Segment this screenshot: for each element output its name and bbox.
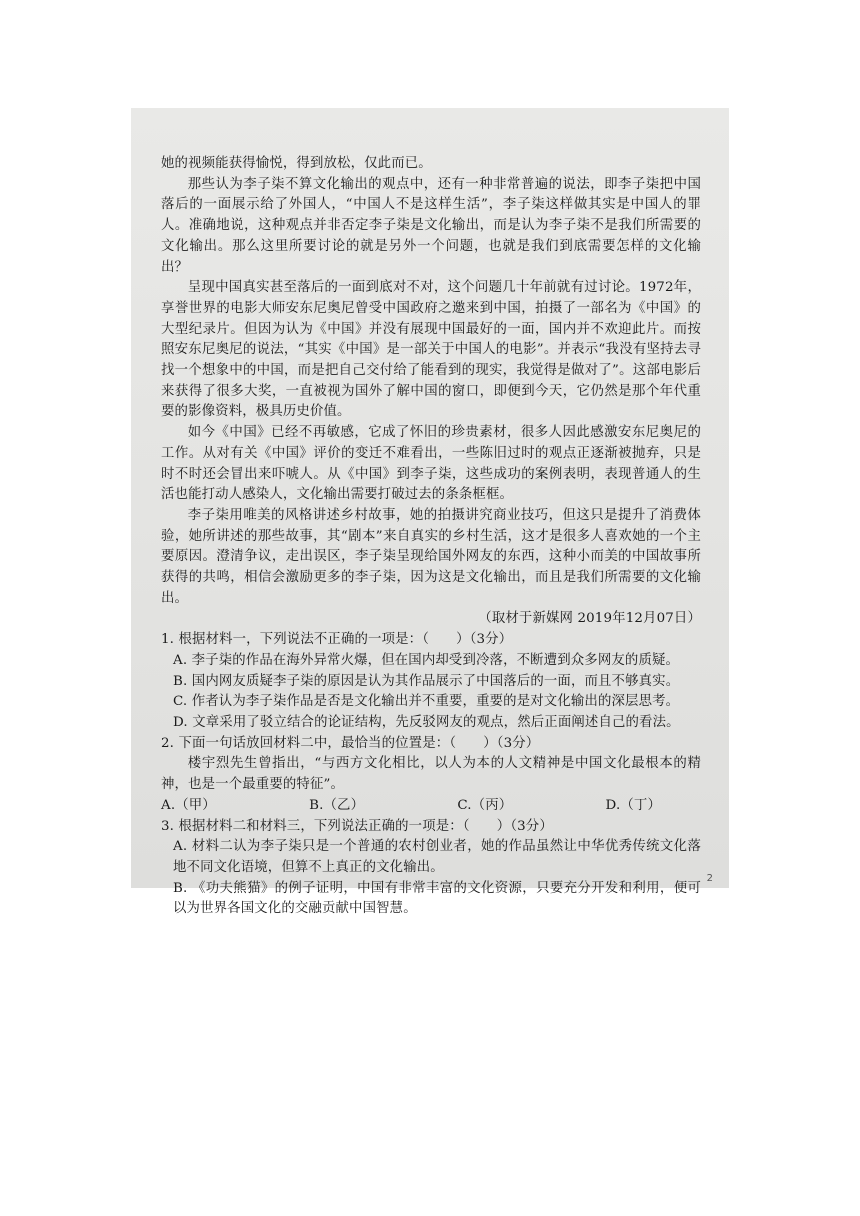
question-3-option-a: A. 材料二认为李子柒只是一个普通的农村创业者，她的作品虽然让中华优秀传统文化落地不同文化语境，但算不上真正的文化输出。	[173, 839, 701, 875]
question-3-option-b: B. 《功夫熊猫》的例子证明，中国有非常丰富的文化资源，只要充分开发和利用，便可以为世界各国文化的交融贡献中国智慧。	[173, 880, 701, 917]
paragraph-li-ziqi-style: 李子柒用唯美的风格讲述乡村故事，她的拍摄讲究商业技巧，但这只是提升了消费体验，她所讲述的那些故事，其“剧本”来自真实的乡村生活，这才是很多人喜欢她的一个主要原因。澄清争议，走出误区，李子柒呈现给国外网友的东西，这种小而美的中国故事所获得的共鸣，相信会激励更多的李子柒，因为这是文化输出，而且是我们所需要的文化输出。	[161, 507, 701, 606]
question-1-option-c: C. 作者认为李子柒作品是否是文化输出并不重要，重要的是对文化输出的深层思考。	[173, 694, 680, 710]
question-2-option-d: D.（丁）	[605, 797, 661, 813]
question-2-option-b: B.（乙）	[309, 797, 365, 813]
paragraph-cultural-export-debate: 那些认为李子柒不算文化输出的观点中，还有一种非常普遍的说法，即李子柒把中国落后的一面展示给了外国人，“中国人不是这样生活”，李子柒这样做其实是中国人的罪人。准确地说，这种观点并非否定李子柒是文化输出，而是认为李子柒不是我们所需要的文化输出。那么这里所要讨论的就是另外一个问题，也就是我们到底需要怎样的文化输出？	[161, 176, 701, 275]
question-2-options	[161, 796, 701, 817]
question-1-stem: 1. 根据材料一，下列说法不正确的一项是：（ ）（3分）	[161, 632, 513, 648]
page-number: 2	[706, 873, 713, 884]
paragraph-nostalgia: 如今《中国》已经不再敏感，它成了怀旧的珍贵素材，很多人因此感激安东尼奥尼的工作。从对有关《中国》评价的变迁不难看出，一些陈旧过时的观点正逐渐被抛弃，只是时不时还会冒出来吓唬人。从《中国》到李子柒，这些成功的案例表明，表现普通人的生活也能打动人感染人，文化输出需要打破过去的条条框框。	[161, 425, 701, 503]
question-1-option-a: A. 李子柒的作品在海外异常火爆，但在国内却受到冷落，不断遭到众多网友的质疑。	[173, 652, 680, 668]
article-text	[161, 154, 701, 920]
question-3-stem: 3. 根据材料二和材料三，下列说法正确的一项是：（ ）（3分）	[161, 818, 553, 834]
scanned-page	[131, 108, 729, 917]
question-2-quote: 楼宇烈先生曾指出，“与西方文化相比，以人为本的人文精神是中国文化最根本的精神，也是一个最重要的特征”。	[161, 756, 701, 793]
question-1-option-d: D. 文章采用了驳立结合的论证结构，先反驳网友的观点，然后正面阐述自己的看法。	[173, 714, 680, 730]
question-1-option-b: B. 国内网友质疑李子柒的原因是认为其作品展示了中国落后的一面，而且不够真实。	[173, 673, 680, 689]
question-2-stem: 2. 下面一句话放回材料二中，最恰当的位置是：（ ）（3分）	[161, 735, 540, 751]
question-2-option-a: A.（甲）	[161, 797, 216, 813]
paragraph-antonioni-china: 呈现中国真实甚至落后的一面到底对不对，这个问题几十年前就有过讨论。1972年，享誉世界的电影大师安东尼奥尼曾受中国政府之邀来到中国，拍摄了一部名为《中国》的大型纪录片。但因为认为《中国》并没有展现中国最好的一面，国内并不欢迎此片。而按照安东尼奥尼的说法，“其实《中国》是一部关于中国人的电影”。并表示“我没有坚持去寻找一个想象中的中国，而是把自己交付给了能看到的现实，我觉得是做对了”。这部电影后来获得了很多大奖，一直被视为国外了解中国的窗口，即便到今天，它仍然是那个年代重要的影像资料，极具历史价值。	[161, 280, 701, 420]
source-citation: （取材于新媒网 2019年12月07日）	[478, 611, 701, 627]
question-2-option-c: C.（丙）	[457, 797, 513, 813]
paragraph-continuation: 她的视频能获得愉悦，得到放松，仅此而已。	[161, 156, 432, 171]
